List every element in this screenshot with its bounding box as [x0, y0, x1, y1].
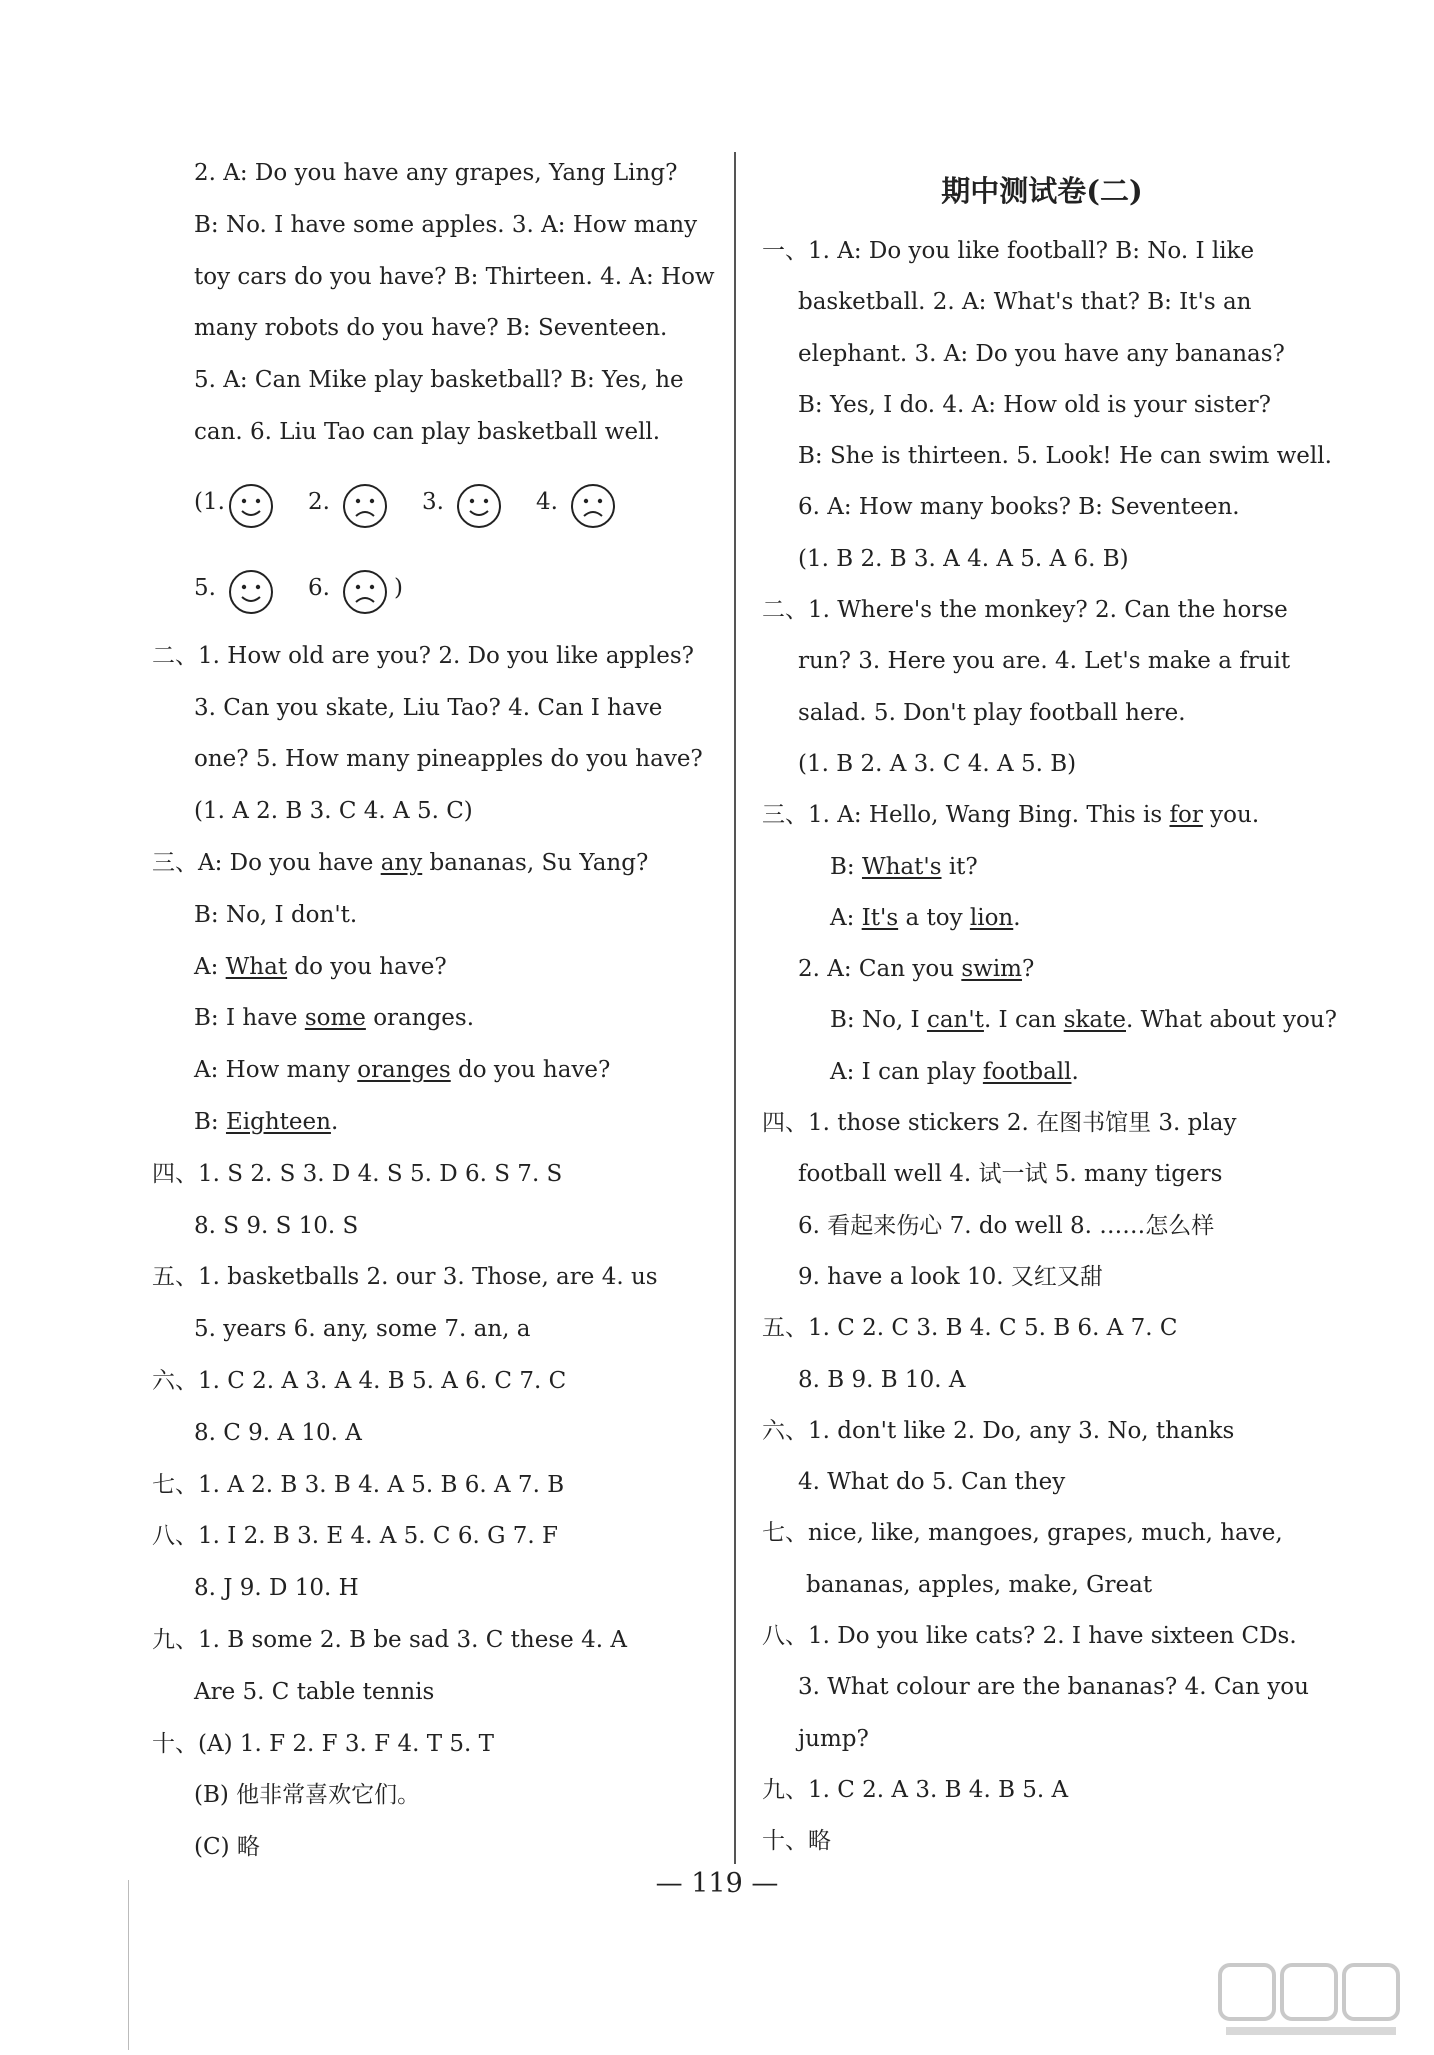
answer-line: (1. A 2. B 3. C 4. A 5. C): [194, 798, 473, 825]
section-ten: 十、(A) 1. F 2. F 3. F 4. T 5. T: [152, 1730, 494, 1757]
answer-line: 3. Can you skate, Liu Tao? 4. Can I have: [194, 694, 663, 721]
answer-line: (1. B 2. B 3. A 4. A 5. A 6. B): [798, 545, 1129, 572]
section-seven: 七、1. A 2. B 3. B 4. A 5. B 6. A 7. B: [152, 1471, 565, 1498]
dialogue-line: A: What do you have?: [194, 953, 447, 980]
face-label: (1.: [194, 488, 225, 515]
right-column: [762, 160, 1337, 1868]
section-four: 四、1. those stickers 2. 在图书馆里 3. play: [762, 1110, 1237, 1137]
smiley-face-icon: [456, 479, 502, 525]
face-label: 5.: [194, 574, 216, 601]
answer-line: (C) 略: [194, 1834, 260, 1861]
face-close-paren: ): [394, 574, 403, 601]
smiley-face-icon: [228, 565, 274, 611]
answer-line: toy cars do you have? B: Thirteen. 4. A: How: [194, 263, 715, 290]
section-one: 一、1. A: Do you like football? B: No. I like: [762, 238, 1255, 264]
section-ten: 十、略: [762, 1828, 831, 1855]
answer-line: many robots do you have? B: Seventeen.: [194, 315, 668, 342]
answer-line: 8. C 9. A 10. A: [194, 1419, 362, 1446]
smiley-face-icon: [228, 479, 274, 525]
answer-line: can. 6. Liu Tao can play basketball well.: [194, 418, 661, 445]
section-eight: 八、1. Do you like cats? 2. I have sixteen CDs.: [762, 1623, 1297, 1650]
answer-line: one? 5. How many pineapples do you have?: [194, 746, 703, 773]
sad-face-icon: [342, 565, 388, 611]
section-six: 六、1. don't like 2. Do, any 3. No, thanks: [762, 1417, 1235, 1444]
left-column: [152, 148, 727, 1874]
page-number: — 119 —: [655, 1868, 779, 1899]
dialogue-line: A: I can play football.: [830, 1058, 1079, 1085]
answer-line: Are 5. C table tennis: [194, 1678, 435, 1705]
sad-face-icon: [342, 479, 388, 525]
dialogue-line: B: No, I can't. I can skate. What about you?: [830, 1007, 1337, 1034]
answer-line: salad. 5. Don't play football here.: [798, 699, 1186, 726]
answer-line: jump?: [798, 1725, 869, 1752]
section-eight: 八、1. I 2. B 3. E 4. A 5. C 6. G 7. F: [152, 1523, 558, 1550]
face-label: 6.: [308, 574, 330, 601]
answer-line: basketball. 2. A: What's that? B: It's an: [798, 289, 1252, 316]
answer-line: (B) 他非常喜欢它们。: [194, 1782, 421, 1809]
section-two: 二、1. How old are you? 2. Do you like apples?: [152, 642, 694, 669]
answer-line: (1. B 2. A 3. C 4. A 5. B): [798, 750, 1077, 777]
answer-line: 8. S 9. S 10. S: [194, 1212, 359, 1239]
dialogue-line: B: What's it?: [830, 853, 978, 880]
face-label: 3.: [422, 488, 444, 515]
answer-line: 2. A: Do you have any grapes, Yang Ling?: [194, 160, 678, 186]
answer-line: B: Yes, I do. 4. A: How old is your sister?: [798, 391, 1272, 418]
section-nine: 九、1. C 2. A 3. B 4. B 5. A: [762, 1776, 1069, 1803]
dialogue-line: A: It's a toy lion.: [830, 904, 1021, 931]
answer-line: 5. years 6. any, some 7. an, a: [194, 1316, 531, 1343]
face-row-1: [152, 459, 727, 545]
answer-line: run? 3. Here you are. 4. Let's make a fruit: [798, 648, 1291, 675]
section-two: 二、1. Where's the monkey? 2. Can the horse: [762, 597, 1288, 624]
watermark-logo-icon: [1216, 1957, 1406, 2041]
dialogue-line: B: I have some oranges.: [194, 1005, 475, 1032]
answer-line: 5. A: Can Mike play basketball? B: Yes, he: [194, 367, 684, 394]
dialogue-line: 2. A: Can you swim?: [798, 956, 1035, 983]
face-row-2: [152, 545, 727, 631]
answer-line: 6. A: How many books? B: Seventeen.: [798, 494, 1240, 521]
answer-line: 4. What do 5. Can they: [798, 1469, 1066, 1496]
face-label: 2.: [308, 488, 330, 515]
answer-line: 8. J 9. D 10. H: [194, 1575, 359, 1602]
section-three: 三、A: Do you have any bananas, Su Yang?: [152, 849, 649, 876]
section-title: 期中测试卷(二): [941, 174, 1143, 208]
answer-line: football well 4. 试一试 5. many tigers: [798, 1161, 1223, 1188]
answer-line: 3. What colour are the bananas? 4. Can you: [798, 1674, 1309, 1701]
answer-line: 8. B 9. B 10. A: [798, 1366, 966, 1393]
column-divider: [734, 152, 736, 1864]
answer-line: elephant. 3. A: Do you have any bananas?: [798, 340, 1285, 367]
face-label: 4.: [536, 488, 558, 515]
answer-line: B: She is thirteen. 5. Look! He can swim well.: [798, 443, 1332, 470]
sad-face-icon: [570, 479, 616, 525]
margin-line: [128, 1880, 129, 2050]
section-four: 四、1. S 2. S 3. D 4. S 5. D 6. S 7. S: [152, 1160, 563, 1187]
dialogue-line: A: How many oranges do you have?: [194, 1057, 611, 1084]
section-five: 五、1. basketballs 2. our 3. Those, are 4. us: [152, 1264, 658, 1291]
section-six: 六、1. C 2. A 3. A 4. B 5. A 6. C 7. C: [152, 1367, 567, 1394]
answer-line: B: No. I have some apples. 3. A: How many: [194, 211, 698, 238]
dialogue-line: B: No, I don't.: [194, 901, 358, 928]
section-nine: 九、1. B some 2. B be sad 3. C these 4. A: [152, 1626, 627, 1653]
section-seven: 七、nice, like, mangoes, grapes, much, have,: [762, 1520, 1283, 1547]
answer-line: bananas, apples, make, Great: [806, 1571, 1153, 1598]
dialogue-line: B: Eighteen.: [194, 1108, 339, 1135]
section-three: 三、1. A: Hello, Wang Bing. This is for you.: [762, 802, 1260, 829]
answer-line: 9. have a look 10. 又红又甜: [798, 1263, 1103, 1290]
answer-line: 6. 看起来伤心 7. do well 8. ……怎么样: [798, 1212, 1215, 1239]
section-five: 五、1. C 2. C 3. B 4. C 5. B 6. A 7. C: [762, 1315, 1178, 1342]
